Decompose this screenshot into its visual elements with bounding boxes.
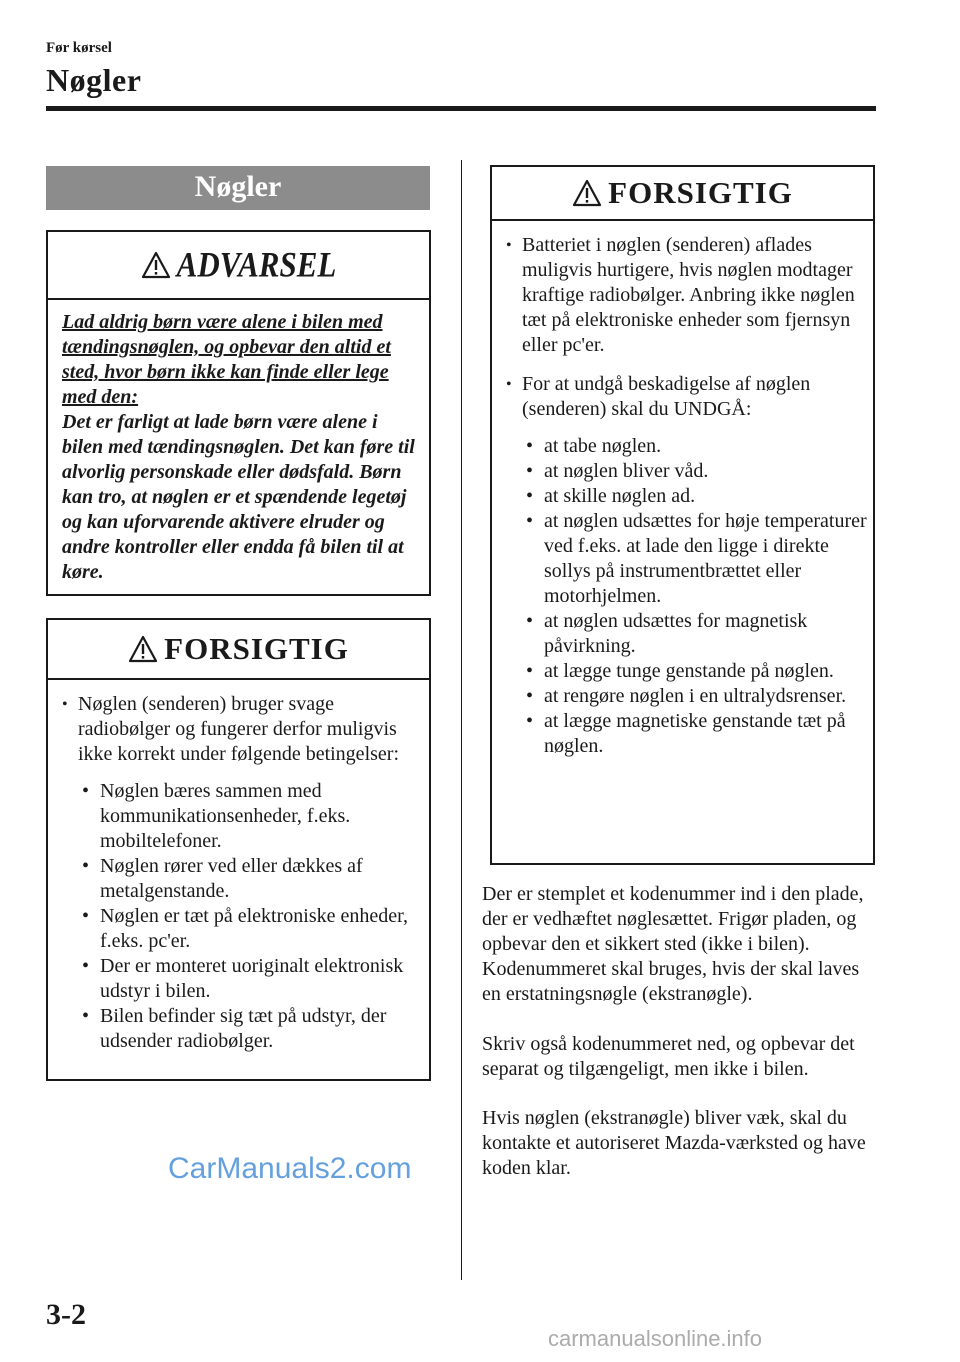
sub-list-item: • Nøglen rører ved eller dækkes af metalgenstande. [48, 854, 429, 904]
caution-list-left [48, 680, 429, 1054]
list-item [492, 233, 873, 358]
warning-body: Det er farligt at lade børn være alene i bilen med tændingsnøglen. Det kan føre til alvorlig personskade eller dødsfald. Børn kan tro, at nøglen er et spændende legetøj og kan uforvarende aktivere elruder og andre kontroller eller endda få bilen til at køre. [62, 411, 415, 583]
footer-watermark: carmanualsonline.info [548, 1326, 763, 1351]
body-paragraph: Hvis nøglen (ekstranøgle) bliver væk, skal du kontakte et autoriseret Mazda-værksted og have koden klar. [482, 1107, 866, 1179]
sub-list-item: • Bilen befinder sig tæt på udstyr, der udsender radiobølger. [48, 1004, 429, 1054]
sub-list-item: • at nøglen udsættes for høje temperaturer ved f.eks. at lade den ligge i direkte sollys på instrumentbrættet eller motorhjelmen. [492, 509, 873, 609]
sub-list-item: • at nøglen udsættes for magnetisk påvirkning. [492, 609, 873, 659]
section-banner: Nøgler [46, 166, 430, 210]
sub-list-item: • at lægge tunge genstande på nøglen. [492, 659, 873, 684]
caution-list-right [492, 221, 873, 759]
list-item-text: For at undgå beskadigelse af nøglen (senderen) skal du UNDGÅ: [522, 373, 811, 420]
caution-box-left [46, 618, 431, 1081]
section-label: Før kørsel [46, 40, 112, 56]
watermark-link[interactable]: CarManuals2.com [168, 1152, 412, 1185]
warning-header [48, 232, 429, 300]
sub-list-item: • at nøglen bliver våd. [492, 459, 873, 484]
list-item-text: Nøglen (senderen) bruger svage radiobølger og fungerer derfor muligvis ikke korrekt under følgende betingelser: [78, 693, 399, 765]
sub-list-item: • at rengøre nøglen i en ultralydsrenser. [492, 684, 873, 709]
warning-triangle-icon [572, 179, 602, 207]
list-item-text: Batteriet i nøglen (senderen) aflades muligvis hurtigere, hvis nøglen modtager kraftige radiobølger. Anbring ikke nøglen tæt på elektroniske enheder som fjernsyn eller pc'er. [522, 234, 855, 356]
warning-lead: Lad aldrig børn være alene i bilen med tændingsnøglen, og opbevar den altid et sted, hvor børn ikke kan finde eller lege med den: [62, 311, 391, 408]
sub-list-item: • Nøglen er tæt på elektroniske enheder, f.eks. pc'er. [48, 904, 429, 954]
caution-box-right [490, 165, 875, 865]
body-paragraph: Der er stemplet et kodenummer ind i den plade, der er vedhæftet nøglesættet. Frigør pladen, og opbevar den et sikkert sted (ikke i bilen). Kodenummeret skal bruges, hvis der skal laves en erstatningsnøgle (ekstranøgle). [482, 883, 864, 1005]
page-number: 3-2 [46, 1298, 86, 1331]
sub-list [492, 434, 873, 759]
sub-list-item: • at skille nøglen ad. [492, 484, 873, 509]
warning-triangle-icon [141, 251, 171, 279]
sub-list-item: • Nøglen bæres sammen med kommunikationsenheder, f.eks. mobiltelefoner. [48, 779, 429, 854]
chapter-title: Nøgler [46, 62, 142, 98]
header-rule [46, 106, 876, 111]
sub-list-item: • at lægge magnetiske genstande tæt på nøglen. [492, 709, 873, 759]
caution-header-right [492, 167, 873, 221]
warning-box [46, 230, 431, 596]
column-divider [461, 160, 462, 1280]
sub-list [48, 779, 429, 1054]
caution-title-right: FORSIGTIG [608, 175, 793, 210]
caution-title-left: FORSIGTIG [164, 631, 349, 666]
warning-triangle-icon [128, 635, 158, 663]
body-paragraph: Skriv også kodenummeret ned, og opbevar det separat og tilgængeligt, men ikke i bilen. [482, 1033, 855, 1080]
sub-list-item: • at tabe nøglen. [492, 434, 873, 459]
caution-header-left [48, 620, 429, 680]
list-item [492, 372, 873, 759]
list-item [48, 692, 429, 1054]
warning-title: ADVARSEL [176, 244, 337, 285]
sub-list-item: • Der er monteret uoriginalt elektronisk udstyr i bilen. [48, 954, 429, 1004]
